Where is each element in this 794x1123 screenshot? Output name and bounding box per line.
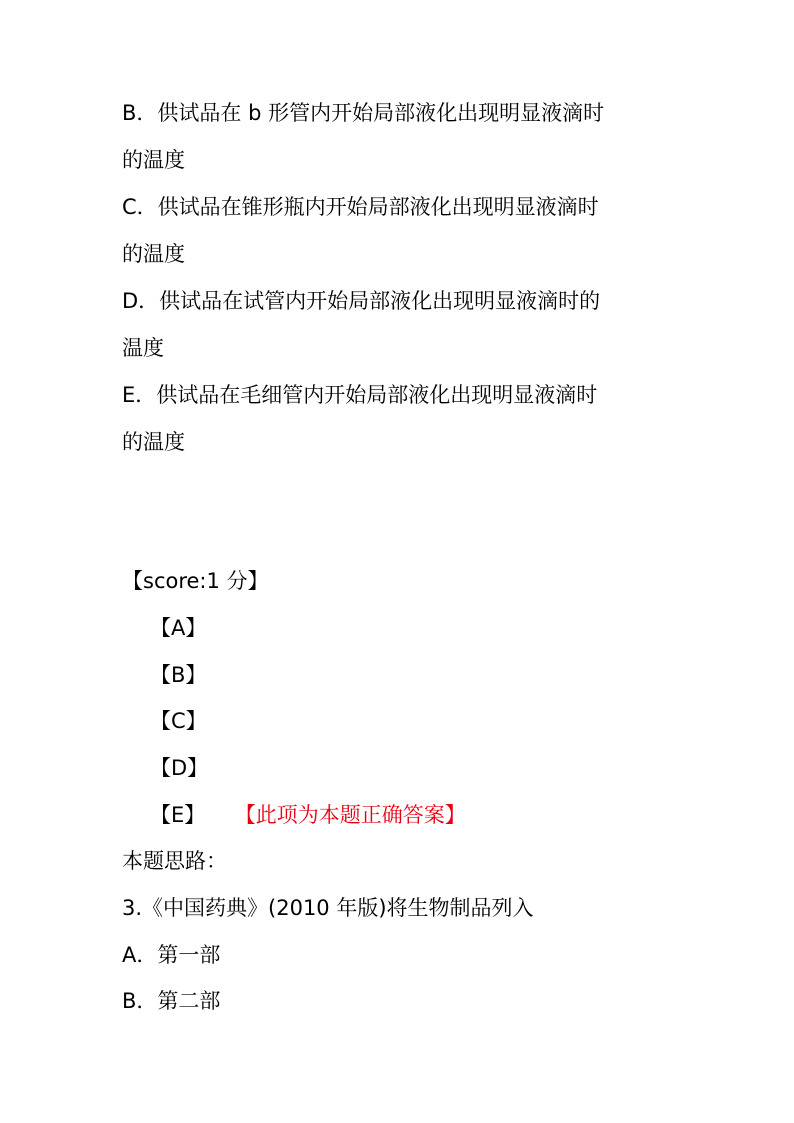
- option-d-line2: 温度: [122, 336, 164, 360]
- option-b-line1: B．供试品在 b 形管内开始局部液化出现明显液滴时: [122, 101, 605, 125]
- option-b-line2: 的温度: [122, 148, 185, 172]
- option-c-line1: C．供试品在锥形瓶内开始局部液化出现明显液滴时: [122, 195, 599, 219]
- answer-choice-e[interactable]: 【E】: [150, 803, 206, 827]
- option-e-line1: E．供试品在毛细管内开始局部液化出现明显液滴时: [122, 383, 598, 407]
- correct-answer-note: 【此项为本题正确答案】: [245, 803, 466, 827]
- option-e-line2: 的温度: [122, 430, 185, 454]
- answer-choice-c[interactable]: 【C】: [150, 709, 207, 733]
- question3-option-a: A．第一部: [122, 943, 221, 967]
- option-d-line1: D．供试品在试管内开始局部液化出现明显液滴时的: [122, 289, 601, 313]
- answer-choice-a[interactable]: 【A】: [150, 616, 207, 640]
- score-label: 【score:1 分】: [122, 569, 269, 593]
- explanation-label: 本题思路：: [122, 849, 227, 873]
- answer-choice-b[interactable]: 【B】: [150, 663, 207, 687]
- question3-option-b: B．第二部: [122, 989, 221, 1013]
- answer-choice-e-row: [150, 800, 466, 830]
- question3-stem: 3.《中国药典》(2010 年版)将生物制品列入: [122, 896, 534, 920]
- option-c-line2: 的温度: [122, 242, 185, 266]
- answer-choice-d[interactable]: 【D】: [150, 756, 209, 780]
